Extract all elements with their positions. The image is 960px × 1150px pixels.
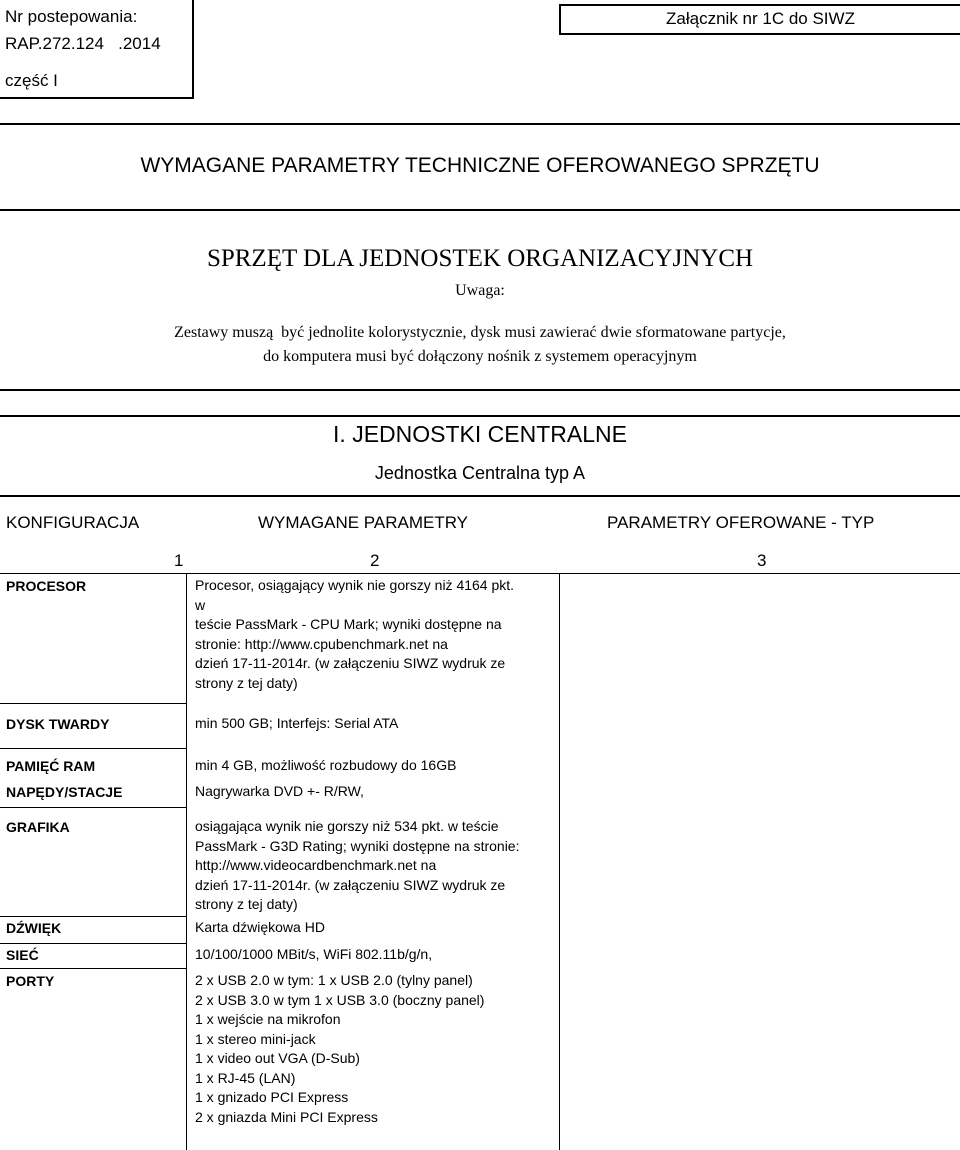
row-label-processor: PROCESOR xyxy=(6,578,87,594)
attachment-label: Załącznik nr 1C do SIWZ xyxy=(666,9,855,28)
row-value-ram xyxy=(195,756,565,776)
main-title: WYMAGANE PARAMETRY TECHNICZNE OFEROWANEGO SPRZĘTU xyxy=(140,154,820,177)
requirement-line: 2 x USB 3.0 w tym 1 x USB 3.0 (boczny panel) xyxy=(195,991,485,1008)
row-label-sound: DŹWIĘK xyxy=(6,920,62,936)
row-value-sound xyxy=(195,918,565,938)
requirement-line: 1 x stereo mini-jack xyxy=(195,1030,316,1047)
section-subtitle: Jednostka Centralna typ A xyxy=(374,463,586,483)
requirement-line: w xyxy=(195,596,206,613)
note-line-2: do komputera musi być dołączony nośnik z systemem operacyjnym xyxy=(263,348,697,365)
requirement-line: strony z tej daty) xyxy=(195,896,298,912)
requirement-line: Karta dźwiękowa HD xyxy=(195,919,325,935)
requirement-line: Nagrywarka DVD +- R/RW, xyxy=(195,783,364,799)
section-title: I. JEDNOSTKI CENTRALNE xyxy=(333,421,627,447)
requirement-line: osiągająca wynik nie gorszy niż 534 pkt. w teście xyxy=(195,818,499,834)
row-label-network: SIEĆ xyxy=(6,947,39,963)
column-number-3: 3 xyxy=(757,551,767,570)
requirement-line: 1 x gnizado PCI Express xyxy=(195,1089,349,1105)
column-header-required: WYMAGANE PARAMETRY xyxy=(258,513,469,532)
requirement-line: http://www.videocardbenchmark.net na xyxy=(195,857,437,873)
requirement-line: min 4 GB, możliwość rozbudowy do 16GB xyxy=(195,757,457,773)
row-value-network xyxy=(195,945,565,965)
requirement-line: 1 x RJ-45 (LAN) xyxy=(195,1069,296,1086)
requirement-line: dzień 17-11-2014r. (w załączeniu SIWZ wydruk ze xyxy=(195,876,506,893)
requirement-line: Procesor, osiągający wynik nie gorszy niż 4164 pkt. xyxy=(195,577,515,593)
case-label: Nr postepowania: xyxy=(5,7,138,26)
requirement-line: dzień 17-11-2014r. (w załączeniu SIWZ wydruk ze xyxy=(195,655,506,671)
column-number-1: 1 xyxy=(174,551,184,570)
requirement-line: 2 x gniazda Mini PCI Express xyxy=(195,1108,378,1125)
column-header-configuration: KONFIGURACJA xyxy=(6,513,140,532)
requirement-line: strony z tej daty) xyxy=(195,674,298,691)
requirement-line: teście PassMark - CPU Mark; wyniki dostępne na xyxy=(195,616,502,632)
row-label-hard-drive: DYSK TWARDY xyxy=(6,716,110,732)
note-label: Uwaga: xyxy=(455,282,505,299)
case-number: RAP.272.124 .2014 xyxy=(5,34,161,53)
part-label: część I xyxy=(5,71,58,90)
requirement-line: 1 x video out VGA (D-Sub) xyxy=(195,1050,360,1066)
requirement-line: stronie: http://www.cpubenchmark.net na xyxy=(195,635,448,652)
requirement-line: PassMark - G3D Rating; wyniki dostępne na stronie: xyxy=(195,837,520,854)
requirement-line: 1 x wejście na mikrofon xyxy=(195,1011,341,1027)
requirement-line: 10/100/1000 MBit/s, WiFi 802.11b/g/n, xyxy=(195,946,433,962)
column-number-2: 2 xyxy=(370,551,380,570)
note-line-1: Zestawy muszą być jednolite kolorystycznie, dysk musi zawierać dwie sformatowane partycje, xyxy=(174,324,786,341)
row-value-processor xyxy=(195,576,565,693)
row-value-hard-drive xyxy=(195,714,565,734)
row-label-drives: NAPĘDY/STACJE xyxy=(6,784,123,800)
requirement-line: 2 x USB 2.0 w tym: 1 x USB 2.0 (tylny panel) xyxy=(195,972,473,988)
row-label-ram: PAMIĘĆ RAM xyxy=(6,758,96,774)
row-label-ports: PORTY xyxy=(6,973,55,989)
row-label-graphics: GRAFIKA xyxy=(6,819,70,835)
row-value-ports xyxy=(195,971,565,1127)
row-value-drives xyxy=(195,782,565,802)
column-header-offered: PARAMETRY OFEROWANE - TYP xyxy=(607,513,875,532)
row-value-graphics xyxy=(195,817,565,915)
equipment-title: SPRZĘT DLA JEDNOSTEK ORGANIZACYJNYCH xyxy=(206,245,754,272)
requirement-line: min 500 GB; Interfejs: Serial ATA xyxy=(195,715,399,731)
